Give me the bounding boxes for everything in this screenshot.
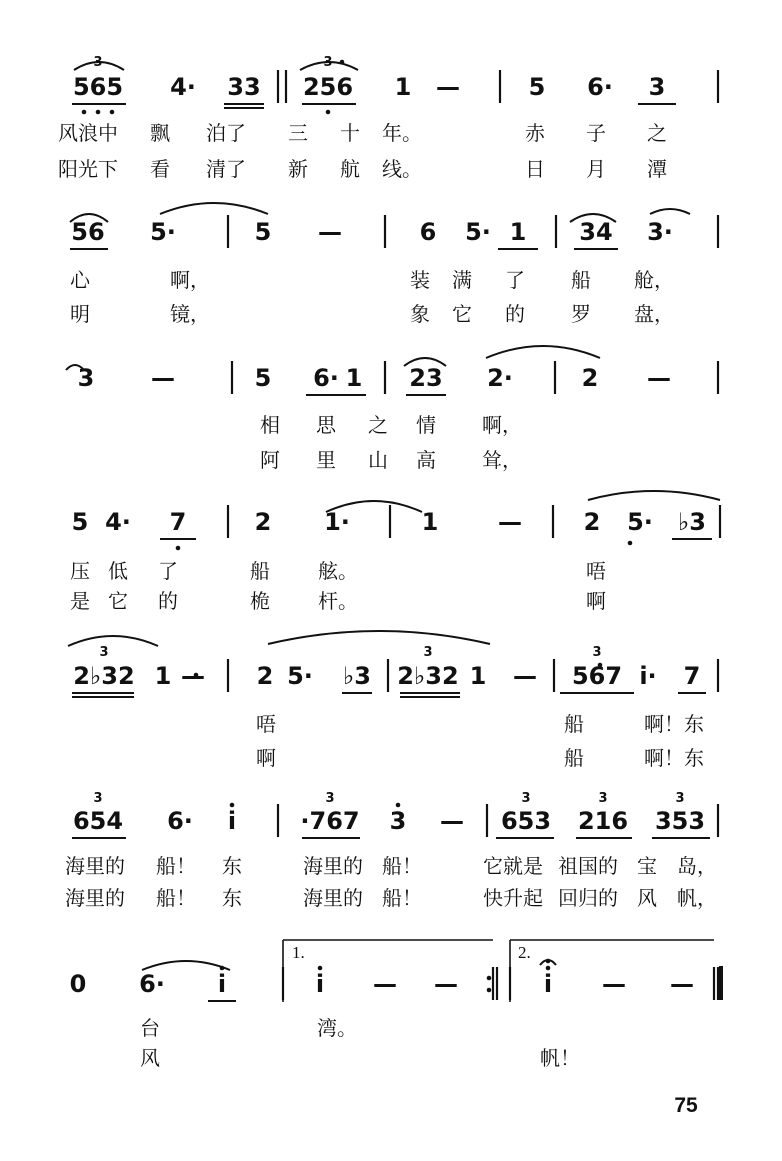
jianpu-note: 2♭32 [73, 662, 135, 690]
lyric-verse-1: 满 [452, 268, 472, 292]
lyric-verse-1: 啊， [170, 268, 210, 292]
jianpu-note: 5 [254, 364, 272, 392]
jianpu-note: 5· [465, 218, 491, 246]
jianpu-note: i [217, 970, 227, 998]
octave-dot [176, 546, 181, 551]
lyric-verse-2: 高 [416, 448, 436, 472]
triplet-mark: 3 [93, 791, 103, 806]
jianpu-note: 2♭32 [397, 662, 459, 690]
lyric-verse-2: 帆！ [540, 1046, 580, 1070]
lyric-verse-2: 镜， [170, 302, 210, 326]
jianpu-note: 2 [583, 508, 601, 536]
jianpu-note: i [315, 970, 325, 998]
lyric-verse-1: 船！ [156, 854, 196, 878]
lyric-verse-2: 船 [564, 746, 584, 770]
slur [268, 631, 490, 644]
jianpu-note: 1 [394, 73, 412, 101]
lyric-verse-2: 潭 [647, 157, 667, 181]
jianpu-note: ·767 [300, 807, 360, 835]
repeat-dot [487, 988, 492, 993]
jianpu-note: 5 [71, 508, 89, 536]
jianpu-note: 5 [528, 73, 546, 101]
lyric-verse-1: 船！ [382, 854, 422, 878]
lyric-verse-2: 象 [410, 302, 430, 326]
lyric-verse-1: 泊了 [206, 121, 246, 145]
lyric-verse-1: 唔 [586, 559, 606, 583]
slur [142, 961, 230, 970]
lyric-verse-2: 明 [70, 302, 90, 326]
jianpu-note: — [151, 364, 175, 392]
triplet-mark: 3 [325, 791, 335, 806]
lyric-verse-2: 风 [637, 886, 657, 910]
jianpu-note: 33 [227, 73, 261, 101]
triplet-mark: 3 [592, 645, 602, 660]
lyric-verse-2: 它 [108, 589, 128, 613]
lyric-verse-1: 装 [410, 268, 430, 292]
lyric-verse-2: 海里的 [65, 886, 125, 910]
lyric-verse-2: 线。 [382, 157, 422, 181]
lyric-verse-2: 盘， [634, 302, 674, 326]
lyric-verse-2: 桅 [250, 589, 270, 613]
jianpu-note: 7 [169, 508, 187, 536]
jianpu-note: 3 [648, 73, 666, 101]
jianpu-note: 6· [167, 807, 193, 835]
lyric-verse-1: 啊， [482, 413, 522, 437]
lyric-verse-1: 飘 [150, 121, 170, 145]
lyric-verse-1: 船 [571, 268, 591, 292]
jianpu-note: 5· [150, 218, 176, 246]
lyric-verse-2: 阿 [260, 448, 280, 472]
lyric-verse-1: 了 [158, 559, 178, 583]
lyric-verse-1: 祖国的 [558, 854, 618, 878]
octave-dot [82, 110, 87, 115]
lyric-verse-2: 月 [586, 157, 606, 181]
octave-dot [110, 110, 115, 115]
lyric-verse-2: 耸， [482, 448, 522, 472]
jianpu-note: — [670, 970, 694, 998]
jianpu-note: — [602, 970, 626, 998]
lyric-verse-2: 回归的 [558, 886, 618, 910]
lyric-verse-2: 快升起 [483, 886, 543, 910]
lyric-verse-2: 东 [222, 886, 242, 910]
lyric-verse-1: 船 [250, 559, 270, 583]
jianpu-note: 6· [587, 73, 613, 101]
jianpu-note: — [498, 508, 522, 536]
lyric-verse-1: 之 [368, 413, 388, 437]
volta-first-ending: 1. [292, 943, 305, 962]
jianpu-note: 653 [500, 807, 552, 835]
lyric-verse-2: 啊 [256, 746, 276, 770]
jianpu-note: 7 [683, 662, 701, 690]
jianpu-note: ♭3 [677, 508, 707, 536]
triplet-mark: 3 [598, 791, 608, 806]
lyric-verse-1: 相 [260, 413, 280, 437]
lyric-verse-1: 东 [222, 854, 242, 878]
jianpu-note: 567 [571, 662, 623, 690]
jianpu-note: 23 [409, 364, 443, 392]
page-number: 75 [674, 1094, 698, 1117]
triplet-mark: 3 [323, 55, 333, 70]
lyric-verse-2: 是 [70, 589, 90, 613]
jianpu-note: 256 [302, 73, 354, 101]
lyric-verse-2: 啊 [586, 589, 606, 613]
triplet-mark: 3 [99, 645, 109, 660]
jianpu-note: 5· [287, 662, 313, 690]
lyric-verse-2: 清了 [206, 157, 246, 181]
jianpu-note: 0 [69, 970, 87, 998]
jianpu-note: i· [639, 662, 657, 690]
jianpu-note: 2 [256, 662, 274, 690]
lyric-verse-1: 思 [316, 413, 336, 437]
jianpu-note: 4· [170, 73, 196, 101]
lyric-verse-1: 赤 [525, 121, 545, 145]
jianpu-note: — [373, 970, 397, 998]
jianpu-note: 3 [389, 807, 407, 835]
lyric-verse-2: 船！ [382, 886, 422, 910]
jianpu-note: 1· [324, 508, 350, 536]
slur [68, 636, 158, 646]
jianpu-note: 6· [313, 364, 339, 392]
lyric-verse-2: 啊！东 [644, 746, 704, 770]
jianpu-note: 1 [469, 662, 487, 690]
jianpu-note: 6· [139, 970, 165, 998]
lyric-verse-1: 子 [586, 121, 606, 145]
jianpu-note: ♭3 [342, 662, 372, 690]
lyric-verse-2: 它 [452, 302, 472, 326]
octave-dot [326, 110, 331, 115]
lyric-verse-1: 心 [70, 268, 90, 292]
lyric-verse-1: 海里的 [303, 854, 363, 878]
triplet-mark: 3 [423, 645, 433, 660]
jianpu-note: — [436, 73, 460, 101]
triplet-mark: 3 [521, 791, 531, 806]
jianpu-note: 654 [72, 807, 124, 835]
triplet-mark: 3 [93, 55, 103, 70]
jianpu-note: i [227, 807, 237, 835]
lyric-verse-1: 它就是 [483, 854, 543, 878]
jianpu-note: 34 [579, 218, 613, 246]
lyric-verse-1: 宝 [637, 854, 657, 878]
jianpu-note: 1 [345, 364, 363, 392]
lyric-verse-1: 了 [505, 268, 525, 292]
lyric-verse-1: 湾。 [317, 1016, 357, 1040]
jianpu-note: — [318, 218, 342, 246]
jianpu-note: — [647, 364, 671, 392]
jianpu-note: 2 [581, 364, 599, 392]
jianpu-note: 4· [105, 508, 131, 536]
jianpu-note: 3· [647, 218, 673, 246]
lyric-verse-1: 低 [108, 559, 128, 583]
jianpu-note: 2· [487, 364, 513, 392]
lyric-verse-1: 岛， [677, 854, 717, 878]
lyric-verse-1: 船 [564, 712, 584, 736]
jianpu-note: 56 [71, 218, 105, 246]
lyric-verse-2: 的 [158, 589, 178, 613]
repeat-dot [487, 976, 492, 981]
lyric-verse-1: 风浪中 [58, 121, 118, 145]
lyric-verse-2: 帆， [677, 886, 717, 910]
jianpu-note: — [440, 807, 464, 835]
slur [160, 203, 268, 214]
octave-dot [628, 541, 633, 546]
lyric-verse-2: 日 [525, 157, 545, 181]
octave-dot [96, 110, 101, 115]
lyric-verse-1: 海里的 [65, 854, 125, 878]
lyric-verse-2: 山 [368, 448, 388, 472]
lyric-verse-2: 看 [150, 157, 170, 181]
lyric-verse-1: 啊！东 [644, 712, 704, 736]
jianpu-note: 6 [419, 218, 437, 246]
lyric-verse-2: 航 [340, 157, 360, 181]
lyric-verse-2: 里 [316, 448, 336, 472]
lyric-verse-2: 风 [140, 1046, 160, 1070]
lyric-verse-1: 唔 [256, 712, 276, 736]
fermata-dot [546, 959, 551, 964]
slur [650, 209, 690, 214]
lyric-verse-1: 压 [70, 559, 90, 583]
lyric-verse-2: 罗 [571, 302, 591, 326]
lyric-verse-1: 舱， [634, 268, 674, 292]
triplet-mark: 3 [675, 791, 685, 806]
lyric-verse-1: 三 [288, 121, 308, 145]
jianpu-note: 565 [72, 73, 124, 101]
lyric-verse-1: 舷。 [318, 559, 358, 583]
jianpu-note: i [543, 970, 553, 998]
slur [486, 346, 600, 358]
lyric-verse-2: 阳光下 [58, 157, 118, 181]
jianpu-note: 353 [654, 807, 706, 835]
lyric-verse-2: 杆。 [318, 589, 358, 613]
jianpu-note: 3 [77, 364, 95, 392]
lyric-verse-2: 新 [288, 157, 308, 181]
jianpu-note: — [513, 662, 537, 690]
lyric-verse-1: 年。 [382, 121, 422, 145]
lyric-verse-2: 海里的 [303, 886, 363, 910]
jianpu-note: 1 [154, 662, 172, 690]
lyric-verse-1: 之 [647, 121, 667, 145]
jianpu-note: 216 [577, 807, 629, 835]
lyric-verse-1: 情 [416, 413, 436, 437]
jianpu-note: 5 [254, 218, 272, 246]
jianpu-note: 1 [421, 508, 439, 536]
jianpu-note: — [181, 662, 205, 690]
lyric-verse-2: 船！ [156, 886, 196, 910]
jianpu-note: 1 [509, 218, 527, 246]
lyric-verse-1: 十 [340, 121, 360, 145]
jianpu-note: 2 [254, 508, 272, 536]
jianpu-note: 5· [627, 508, 653, 536]
slur [588, 491, 720, 500]
lyric-verse-2: 的 [505, 302, 525, 326]
jianpu-note: — [434, 970, 458, 998]
volta-second-ending: 2. [518, 943, 531, 962]
lyric-verse-1: 台 [140, 1016, 160, 1040]
